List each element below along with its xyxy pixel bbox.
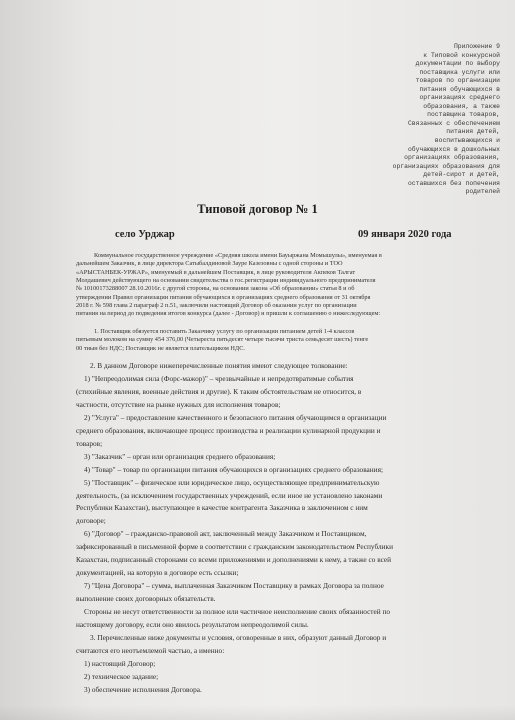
definition-line: 2) "Услуга" – предоставление качественного и безопасного питания обучающимся в организации [84,412,387,422]
appendix-line: обучающихся в дошкольных [407,145,500,153]
section-2-heading: 2. В данном Договоре нижеперечисленные понятия имеют следующее толкование: [90,361,348,370]
appendix-line: оставшихся без попечения [407,179,500,187]
definition-line: деятельность, (за исключением государственных учреждений, если иное не установлено законами [76,490,383,500]
definition-line: 7) "Цена Договора" – сумма, выплаченная Заказчиком Поставщику в рамках Договора за полное [84,581,384,591]
definition-line: выполнение своих договорных обязательств. [76,594,216,604]
section-3-line: 3. Перечисленные ниже документы и условия, оговоренные в них, образуют данный Договор и [90,633,387,643]
appendix-line: родителей [465,188,500,196]
definition-line: 6) "Договор" – гражданско-правовой акт, заключенный между Заказчиком и Поставщиком, [84,529,367,539]
definition-line: Казахстан, подписанный сторонами со всеми приложениями и дополнениями к нему, а также со всей [76,555,392,565]
definition-line: товаров; [76,438,103,448]
appendix-header [348,43,500,197]
definition-line: среднего образования, включающее процесс производства и реализации кулинарной продукции и [76,425,381,435]
definition-line: 3) "Заказчик" – орган или организация среднего образования; [84,451,276,461]
appendix-line: поставщика услуги или [419,68,500,76]
page-bottom-shadow [0,705,515,720]
appendix-line: Приложение 9 [453,43,500,50]
appendix-line: документации по выбору [415,60,500,68]
appendix-line: питания обучающихся в [419,85,500,93]
force-majeure-line: Стороны не несут ответственности за полное или частичное неисполнение своих обязанностей по [84,607,391,617]
appendix-line: к Типовой конкурсной [423,51,500,59]
section-3-line: считаются его неотъемлемой частью, а именно: [76,645,225,655]
contract-place: село Урджар [115,229,175,240]
definition-line: зафиксированный в письменной форме в соответствии с гражданским законодательством Республики [76,542,393,552]
force-majeure-line: настоящему договору, если оно явилось результатом непреодолимой силы. [76,620,309,630]
appendix-line: организациях среднего [419,94,500,102]
definition-line: частности, отсутствие на рынке нужных для исполнения товаров; [76,399,281,409]
appendix-line: организациях образования для [392,162,500,170]
definition-line: 1) "Непреодолимая сила (Форс-мажор)" – чрезвычайные и непредотвратимые события [84,373,354,383]
preamble-line: Коммунальное государственное учреждение «Средняя школа имени Бауыржана Момышулы», именуемая в [94,252,382,259]
definitions-section [76,360,481,697]
appendix-line: детей-сирот и детей, [423,171,500,179]
definition-line: 5) "Поставщик" – физическое или юридическое лицо, осуществляющее предпринимательскую [84,477,380,487]
document-list-item: 3) обеспечение исполнения Договора. [84,684,202,694]
definition-line: Республики Казахстан), выступающее в качестве контрагента Заказчика в заключенном с ним [76,503,368,513]
preamble-line: Молдашевич действующего на основании свидетельства о гос.регистрации индивидуального предпринимателя [76,277,376,285]
definition-line: договоре; [76,516,106,526]
preamble-line: № 10100173288007 28.10.2016г. с другой стороны, на основании закона «Об образовании» статья 8 и об [76,285,355,293]
preamble-paragraph [76,252,476,319]
appendix-line: питания детей, [446,128,500,136]
preamble-line: дальнейшем Заказчик, в лице директора Сатыбалдиновой Зауре Казезовны с одной стороны и ТОО [76,260,343,268]
appendix-line: воспитывающихся и [434,137,500,145]
clause-1-paragraph [76,328,476,353]
appendix-line: Связанных с обеспечением [407,119,500,127]
clause-1-line: питьевым молоком на сумму 454 376,00 (Четыреста пятьдесят четыре тысячи триста семьдесят шесть) тенге [76,336,369,344]
document-list-item: 1) настоящий Договор; [84,658,156,668]
definition-line: документацией, на которую в договоре есть ссылки; [76,568,239,578]
preamble-line: «АРЫСТАНБЕК-УРЖАР», именуемый в дальнейшем Поставщик, в лице руководителя Акпеков Талгат [76,268,356,276]
appendix-line: организациях образования, [404,154,500,162]
preamble-line: питания на период до подведения итогов конкурса (далее - Договор) и пришли к соглашению о нижеследующем: [76,310,381,318]
preamble-line: 2018 г. № 598 глава 2 параграф 2 п.51, заключили настоящий Договор об оказании услуг по организации [76,302,357,310]
contract-date: 09 января 2020 года [358,229,452,240]
contract-title: Типовой договор № 1 [197,202,318,216]
preamble-line: утверждении Правил организации питания обучающихся в организациях среднего образования от 31 октября [76,293,371,301]
clause-1-line: 00 тиын без НДС; Поставщик не является плательщиком НДС. [76,344,246,352]
definition-line: 4) "Товар" – товар по организации питания обучающихся в организациях среднего образования; [84,464,383,474]
clause-1-line: 1. Поставщик обязуется поставить Заказчику услугу по организации питанием детей 1-4 классов [94,328,355,335]
definition-line: (стихийные явления, военные действия и другие). К таким обстоятельствам не относится, в [76,386,362,396]
document-list-item: 2) техническое задание; [84,671,159,681]
appendix-line: товаров по организации [415,77,500,85]
appendix-line: образования, а также [423,102,500,110]
appendix-line: поставщика товаров, [427,111,500,119]
